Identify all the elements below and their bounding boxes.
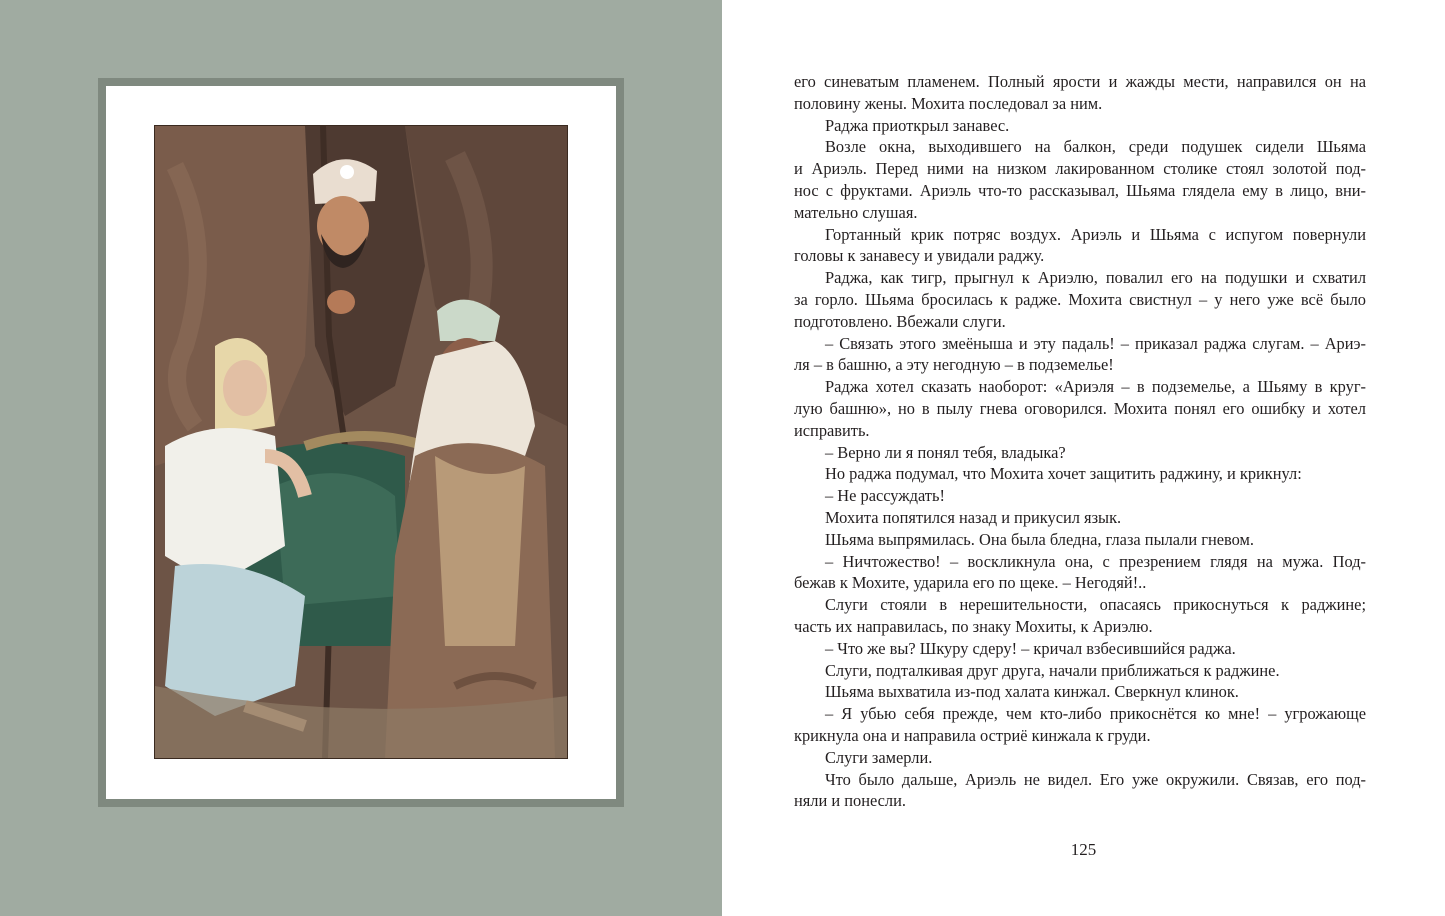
text-line: – Не рассуждать!	[825, 486, 945, 506]
text-line: Слуги стояли в нерешительности, опасаясь прикоснуться к раджине;	[825, 595, 1366, 615]
text-line: часть их направилась, по знаку Мохиты, к Ариэлю.	[794, 616, 1153, 636]
text-line: Шьяма выпрямилась. Она была бледна, глаза пылали гневом.	[825, 529, 1254, 549]
text-line: лую башню», но в пылу гнева оговорился. Мохита понял его ошибку и хотел	[794, 398, 1366, 418]
text-line: – Я убью себя прежде, чем кто-либо прикоснётся ко мне! – угрожающе	[825, 704, 1366, 724]
illustration-frame	[98, 78, 624, 807]
text-line: – Верно ли я понял тебя, владыка?	[825, 442, 1066, 462]
text-line: няли и понесли.	[794, 791, 906, 811]
text-line: крикнула она и направила остриё кинжала к груди.	[794, 725, 1151, 745]
text-line: – Связать этого змеёныша и эту падаль! – приказал раджа слугам. – Ариэ-	[825, 333, 1366, 353]
text-line: мательно слушая.	[794, 202, 918, 222]
text-line: головы к занавесу и увидали раджу.	[794, 246, 1045, 266]
text-line: Что было дальше, Ариэль не видел. Его уже окружили. Связав, его под-	[825, 769, 1366, 789]
text-line: – Что же вы? Шкуру сдеру! – кричал взбесившийся раджа.	[825, 638, 1236, 658]
text-line: Раджа хотел сказать наоборот: «Ариэля – в подземелье, а Шьяму в круг-	[825, 377, 1366, 397]
text-line: Мохита попятился назад и прикусил язык.	[825, 507, 1122, 527]
text-line: Раджа, как тигр, прыгнул к Ариэлю, повалил его на подушки и схватил	[825, 268, 1366, 288]
text-line: Возле окна, выходившего на балкон, среди подушек сидели Шьяма	[825, 137, 1366, 157]
text-line: бежав к Мохите, ударила его по щеке. – Негодяй!..	[794, 573, 1147, 593]
text-line: Слуги замерли.	[825, 747, 933, 767]
text-line: половину жены. Мохита последовал за ним.	[794, 93, 1103, 113]
text-line: – Ничтожество! – воскликнула она, с презрением глядя на мужа. Под-	[825, 551, 1366, 571]
text-line: за горло. Шьяма бросилась к радже. Мохита свистнул – у него уже всё было	[794, 289, 1366, 309]
text-line: Гортанный крик потряс воздух. Ариэль и Шьяма с испугом повернули	[825, 224, 1366, 244]
illustration-mat	[106, 86, 616, 799]
right-page	[722, 0, 1445, 916]
text-line: подготовлено. Вбежали слуги.	[794, 311, 1006, 331]
body-text	[794, 71, 1366, 812]
text-line: нос с фруктами. Ариэль что-то рассказывал, Шьяма глядела ему в лицо, вни-	[794, 180, 1366, 200]
text-line: Шьяма выхватила из-под халата кинжал. Сверкнул клинок.	[825, 682, 1239, 702]
painting-illustration	[154, 125, 568, 759]
text-line: Слуги, подталкивая друг друга, начали приближаться к раджине.	[825, 660, 1280, 680]
page-number: 125	[1070, 840, 1097, 859]
text-line: ля – в башню, а эту негодную – в подземелье!	[794, 355, 1114, 375]
text-line: Раджа приоткрыл занавес.	[825, 115, 1010, 135]
left-page	[0, 0, 722, 916]
text-line: и Ариэль. Перед ними на низком лакированном столике стоял золотой под-	[794, 159, 1366, 179]
text-line: исправить.	[794, 420, 870, 440]
text-line: Но раджа подумал, что Мохита хочет защитить раджину, и крикнул:	[825, 464, 1302, 484]
text-line: его синеватым пламенем. Полный ярости и жажды мести, направился он на	[794, 72, 1366, 91]
